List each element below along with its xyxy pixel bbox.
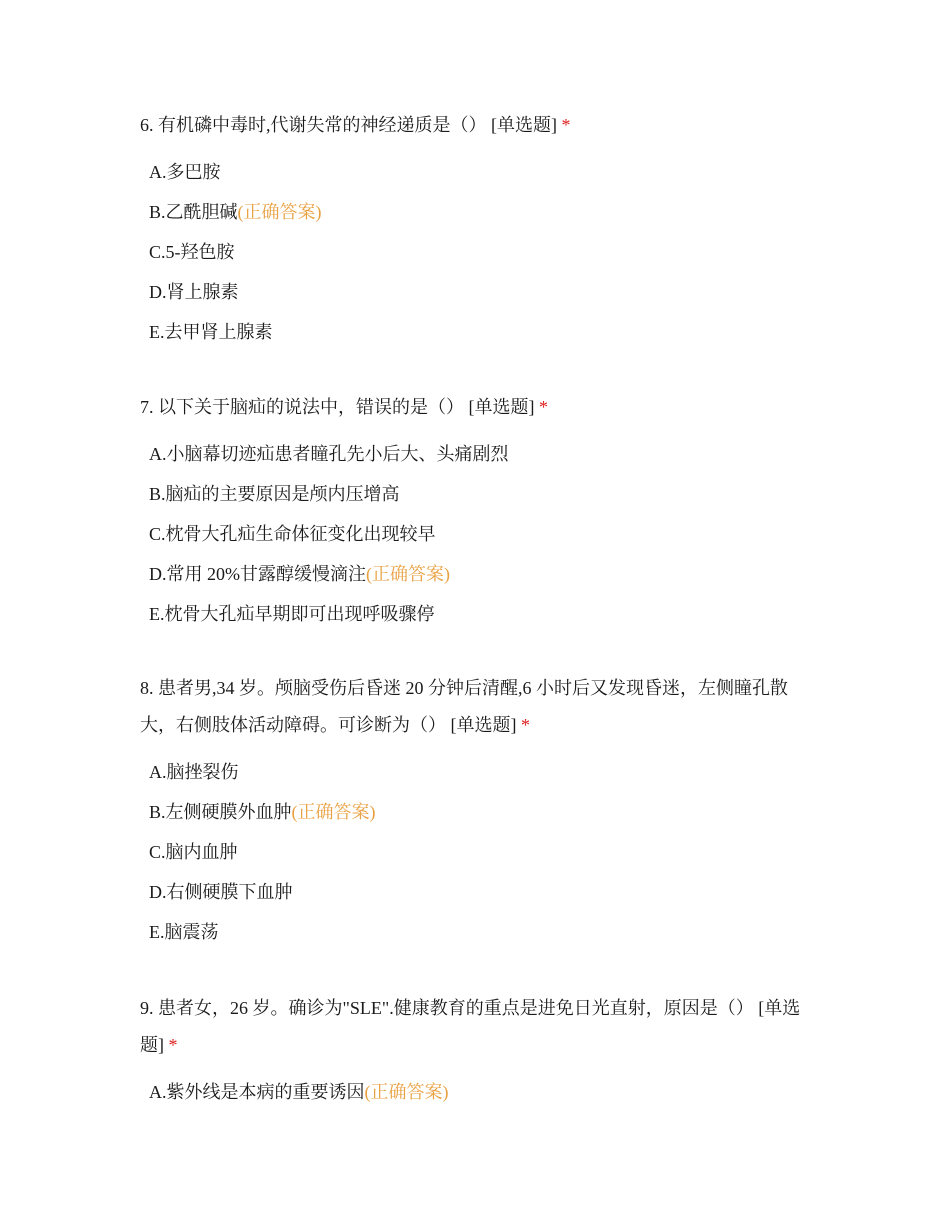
question-text: 患者女，26 岁。确诊为"SLE".健康教育的重点是进免日光直射，原因是（）	[158, 998, 754, 1018]
required-star: *	[168, 1035, 178, 1055]
question-7	[140, 389, 812, 634]
option-list	[140, 752, 812, 952]
question-9	[140, 990, 812, 1112]
correct-answer-tag: (正确答案)	[364, 1082, 449, 1102]
option-c: C.5-羟色胺	[149, 242, 235, 262]
option-d: D.右侧硬膜下血肿	[149, 882, 293, 902]
question-title	[140, 670, 812, 744]
option-c: C.脑内血肿	[149, 842, 238, 862]
correct-answer-tag: (正确答案)	[237, 202, 322, 222]
option-b: B.脑疝的主要原因是颅内压增高	[149, 484, 400, 504]
option-a: A.紫外线是本病的重要诱因(正确答案)	[149, 1082, 449, 1102]
option-b: B.左侧硬膜外血肿(正确答案)	[149, 802, 376, 822]
question-text: 患者男,34 岁。颅脑受伤后昏迷 20 分钟后清醒,6 小时后又发现昏迷，左侧瞳孔散大，右侧肢体活动障碍。可诊断为（）	[140, 678, 788, 735]
question-type-tag: [单选题]	[140, 998, 801, 1055]
option-a: A.多巴胺	[149, 162, 221, 182]
correct-answer-tag: (正确答案)	[291, 802, 376, 822]
question-number: 7.	[140, 397, 154, 417]
required-star: *	[539, 397, 548, 417]
question-text: 以下关于脑疝的说法中，错误的是（）	[158, 397, 464, 417]
question-title	[140, 990, 812, 1064]
option-list	[140, 1072, 812, 1112]
option-b: B.乙酰胆碱(正确答案)	[149, 202, 322, 222]
option-d: D.肾上腺素	[149, 282, 239, 302]
correct-answer-tag: (正确答案)	[366, 564, 450, 584]
option-a: A.小脑幕切迹疝患者瞳孔先小后大、头痛剧烈	[149, 444, 509, 464]
option-a: A.脑挫裂伤	[149, 762, 239, 782]
option-e: E.枕骨大孔疝早期即可出现呼吸骤停	[149, 604, 435, 624]
required-star: *	[521, 715, 530, 735]
option-c: C.枕骨大孔疝生命体征变化出现较早	[149, 524, 436, 544]
question-title	[140, 107, 812, 144]
question-title	[140, 389, 812, 426]
question-number: 9.	[140, 998, 154, 1018]
question-type-tag: [单选题]	[491, 115, 557, 135]
option-d: D.常用 20%甘露醇缓慢滴注(正确答案)	[149, 564, 450, 584]
required-star: *	[561, 115, 571, 135]
question-number: 6.	[140, 115, 154, 135]
question-6	[140, 107, 812, 352]
option-list	[140, 434, 812, 634]
question-8	[140, 670, 812, 952]
option-list	[140, 152, 812, 352]
question-type-tag: [单选题]	[450, 715, 517, 735]
question-number: 8.	[140, 678, 154, 698]
question-type-tag: [单选题]	[468, 397, 535, 417]
question-text: 有机磷中毒时,代谢失常的神经递质是（）	[158, 115, 487, 135]
option-e: E.去甲肾上腺素	[149, 322, 273, 342]
option-e: E.脑震荡	[149, 922, 219, 942]
